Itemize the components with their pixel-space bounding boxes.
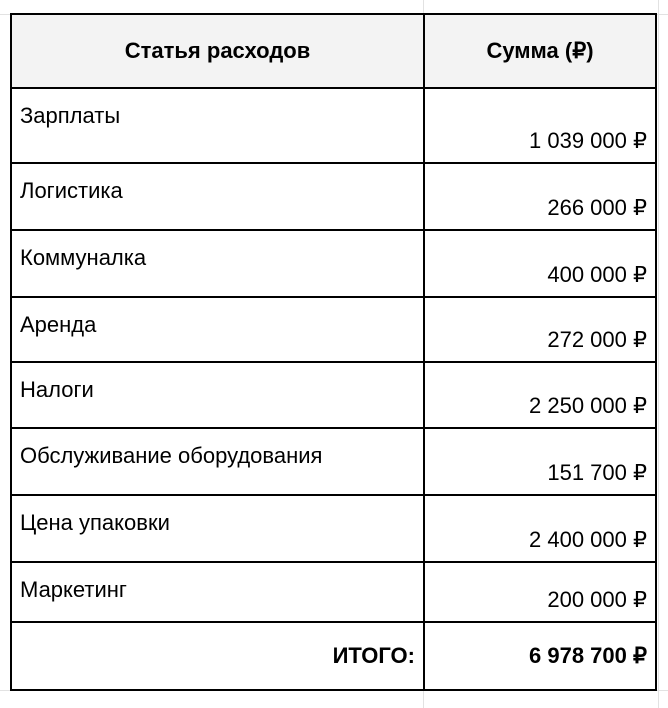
table-row	[11, 562, 656, 622]
header-row	[11, 14, 656, 88]
total-row	[11, 622, 656, 690]
table-row	[11, 297, 656, 362]
amount-cell[interactable]: 400 000 ₽	[424, 230, 656, 297]
item-cell[interactable]: Зарплаты	[11, 88, 424, 163]
item-cell[interactable]: Маркетинг	[11, 562, 424, 622]
item-cell[interactable]: Налоги	[11, 362, 424, 428]
amount-cell[interactable]: 200 000 ₽	[424, 562, 656, 622]
amount-cell[interactable]: 151 700 ₽	[424, 428, 656, 495]
table-row	[11, 362, 656, 428]
gridline	[658, 0, 659, 708]
table-row	[11, 163, 656, 230]
table-row	[11, 88, 656, 163]
table-row	[11, 495, 656, 562]
header-cell-item[interactable]: Статья расходов	[11, 14, 424, 88]
amount-cell[interactable]: 272 000 ₽	[424, 297, 656, 362]
item-cell[interactable]: Цена упаковки	[11, 495, 424, 562]
table-row	[11, 230, 656, 297]
item-cell[interactable]: Аренда	[11, 297, 424, 362]
amount-cell[interactable]: 266 000 ₽	[424, 163, 656, 230]
total-amount-cell[interactable]: 6 978 700 ₽	[424, 622, 656, 690]
amount-cell[interactable]: 2 400 000 ₽	[424, 495, 656, 562]
amount-cell[interactable]: 1 039 000 ₽	[424, 88, 656, 163]
table-row	[11, 428, 656, 495]
expenses-table	[10, 13, 657, 691]
amount-cell[interactable]: 2 250 000 ₽	[424, 362, 656, 428]
header-cell-amount[interactable]: Сумма (₽)	[424, 14, 656, 88]
item-cell[interactable]: Логистика	[11, 163, 424, 230]
item-cell[interactable]: Обслуживание оборудования	[11, 428, 424, 495]
total-label-cell[interactable]: ИТОГО:	[11, 622, 424, 690]
item-cell[interactable]: Коммуналка	[11, 230, 424, 297]
